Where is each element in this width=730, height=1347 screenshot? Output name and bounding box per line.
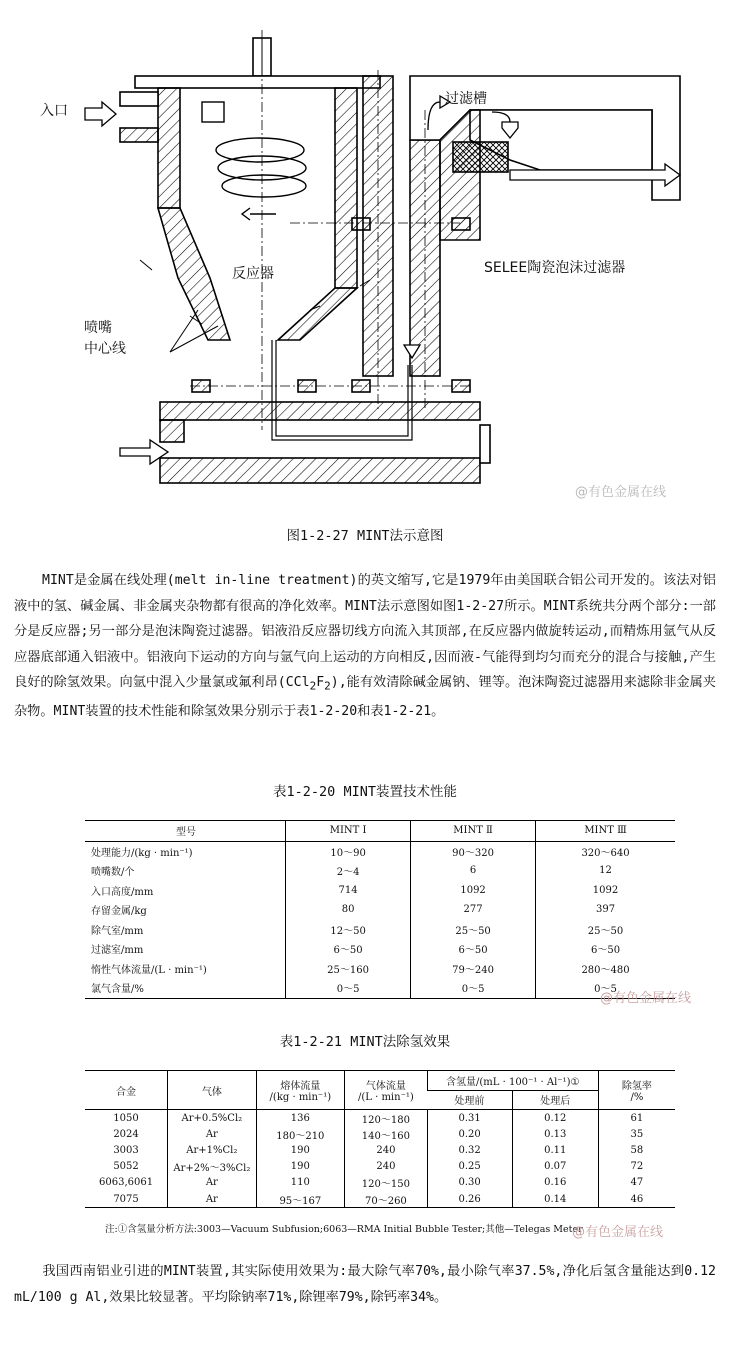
table2-row: [85, 1175, 675, 1191]
table2-cell: 35: [598, 1126, 675, 1142]
table2-header-gas-flow-l1: 气体流量: [365, 1081, 406, 1092]
table1-cell: 6～50: [286, 939, 411, 959]
table1-row: [85, 959, 675, 979]
paragraph-intro-end: ),能有效清除碱金属钠、锂等。泡沫陶瓷过滤器用来滤除非金属夹杂物。MINT装置的技术性能和除氢效果分别示于表1-2-20和表1-2-21。: [14, 675, 716, 720]
table2-cell: 3003: [113, 1144, 139, 1156]
table2-cell: 7075: [85, 1191, 168, 1208]
paragraph-conclusion-text: 我国西南铝业引进的MINT装置,其实际使用效果为:最大除气率70%,最小除气率37.5%,净化后氢含量能达到0.12 mL/100 g Al,效果比较显著。平均除钠率71%,除锂率79%,除钙率34%。: [14, 1264, 716, 1305]
table2-cell: 58: [598, 1142, 675, 1158]
table2-cell: Ar+1%Cl₂: [168, 1142, 257, 1158]
table1-header-cell: MINT Ⅲ: [536, 821, 675, 842]
figure-watermark: @有色金属在线: [575, 485, 667, 500]
table1-cell: 除气室/mm: [91, 925, 144, 937]
table2-row: [85, 1126, 675, 1142]
table2-header-gas-flow: [345, 1071, 428, 1110]
table2-cell: 0.20: [427, 1126, 512, 1142]
table1-row: [85, 861, 675, 881]
table2-row: [85, 1110, 675, 1127]
table1-cell: 25～50: [536, 920, 675, 940]
table2-header-alloy: 合金: [85, 1071, 168, 1110]
table1-caption: 表1-2-20 MINT装置技术性能: [273, 784, 457, 800]
table2-cell: 180～210: [256, 1126, 345, 1142]
table1-cell: 氯气含量/%: [85, 978, 286, 998]
table1-cell: 6～50: [536, 939, 675, 959]
table2-cell: Ar+0.5%Cl₂: [168, 1110, 257, 1127]
label-nozzle-line2: 中心线: [84, 341, 126, 357]
table2-row: [85, 1159, 675, 1175]
table2-row: [85, 1142, 675, 1158]
table1-header-row: [85, 821, 675, 842]
table1-header-cell: MINT Ⅰ: [286, 821, 411, 842]
table1-cell: 90～320: [411, 841, 536, 861]
mint-schematic-figure: [40, 10, 700, 510]
table2-cell: 240: [345, 1142, 428, 1158]
table-mint-hydrogen-removal: [85, 1070, 675, 1208]
table2-header-h-content: 含氢量/(mL · 100⁻¹ · Al⁻¹)①: [427, 1071, 598, 1091]
label-nozzle-line1: 喷嘴: [84, 320, 112, 336]
table1-cell: 10～90: [286, 841, 411, 861]
table2-header-gas: 气体: [168, 1071, 257, 1110]
label-filter-tank: 过滤槽: [445, 91, 487, 107]
formula-sub-2: 2: [324, 679, 331, 693]
table2-cell: 190: [256, 1159, 345, 1175]
table1-row: [85, 978, 675, 998]
table2-cell: 0.31: [427, 1110, 512, 1127]
table1-cell: 6～50: [411, 939, 536, 959]
table2-cell: 140～160: [345, 1126, 428, 1142]
table2-cell: 1050: [113, 1112, 139, 1124]
table1-cell: 处理能力/(kg · min⁻¹): [91, 847, 193, 859]
table2-row: [85, 1191, 675, 1208]
table1-cell: 入口高度/mm: [91, 886, 154, 898]
table2-header-removal-l2: /%: [630, 1092, 644, 1103]
table1-cell: 320～640: [536, 841, 675, 861]
table2-header-melt-flow-l1: 熔体流量: [280, 1081, 321, 1092]
table2-cell: 0.26: [427, 1191, 512, 1208]
table2-cell: Ar: [168, 1175, 257, 1191]
table1-cell: 714: [286, 881, 411, 901]
table2-cell: 2024: [113, 1128, 139, 1140]
table2-watermark: @有色金属在线: [572, 1225, 664, 1240]
table1-header-cell: 型号: [85, 821, 286, 842]
table2-header-removal: [598, 1071, 675, 1110]
table2-cell: 136: [256, 1110, 345, 1127]
table2-cell: 61: [598, 1110, 675, 1127]
table1-cell: 80: [286, 900, 411, 920]
table1-cell: 2～4: [286, 861, 411, 881]
paragraph-intro-text: MINT是金属在线处理(melt in-line treatment)的英文缩写,它是1979年由美国联合铝公司开发的。该法对铝液中的氢、碱金属、非金属夹杂物都有很高的净化效率。MINT法示意图如图1-2-27所示。MINT系统共分两个部分:一部分是反应器;另一部分是泡沫陶瓷过滤器。铝液沿反应器切线方向流入其顶部,在反应器内做旋转运动,而精炼用氩气从反应器底部通入铝液中。铝液向下运动的方向与氩气向上运动的方向相反,因而液-气能得到均匀而充分的混合与接触,产生良好的除氢效果。向氩中混入少量氯或氟利昂(CCl: [14, 573, 716, 690]
label-inlet: 入口: [40, 103, 68, 119]
table2-cell: 0.30: [427, 1175, 512, 1191]
table2-cell: 190: [256, 1142, 345, 1158]
table2-cell: 0.07: [512, 1159, 598, 1175]
table1-row: [85, 920, 675, 940]
table2-cell: 95～167: [256, 1191, 345, 1208]
table2-cell: 110: [256, 1175, 345, 1191]
label-selee-filter: SELEE陶瓷泡沫过滤器: [484, 260, 626, 276]
table2-cell: 0.12: [512, 1110, 598, 1127]
table2-cell: 6063,6061: [99, 1177, 154, 1189]
formula-sub-1: 2: [309, 679, 317, 693]
table2-cell: 0.11: [512, 1142, 598, 1158]
table2-cell: 120～180: [345, 1110, 428, 1127]
table2-header-gas-flow-l2: /(L · min⁻¹): [358, 1092, 414, 1103]
table1-cell: 12: [536, 861, 675, 881]
table1-cell: 0～5: [286, 978, 411, 998]
table1-cell: 25～160: [286, 959, 411, 979]
table2-header-row: [85, 1071, 675, 1091]
table2-cell: 0.16: [512, 1175, 598, 1191]
table2-cell: 70～260: [345, 1191, 428, 1208]
paragraph-intro: [14, 568, 716, 725]
table1-cell: 6: [411, 861, 536, 881]
table1-cell: 79～240: [411, 959, 536, 979]
table2-cell: 72: [598, 1159, 675, 1175]
table1-row: [85, 881, 675, 901]
table1-cell: 25～50: [411, 920, 536, 940]
table2-caption: 表1-2-21 MINT法除氢效果: [279, 1034, 451, 1050]
table2-cell: 0.25: [427, 1159, 512, 1175]
label-reactor: 反应器: [232, 266, 274, 282]
paragraph-conclusion: [14, 1259, 716, 1310]
table2-note: 注:①含氢量分析方法:3003—Vacuum Subfusion;6063—RMA Initial Bubble Tester;其他—Telegas Meter: [105, 1224, 583, 1235]
table2-cell: Ar: [168, 1191, 257, 1208]
table1-cell: 277: [411, 900, 536, 920]
table2-header-removal-l1: 除氢率: [621, 1081, 652, 1092]
table2-cell: Ar: [168, 1126, 257, 1142]
table2-cell: 0.13: [512, 1126, 598, 1142]
formula-f: F: [316, 675, 325, 690]
table2-cell: Ar+2%～3%Cl₂: [168, 1159, 257, 1175]
table2-cell: 0.32: [427, 1142, 512, 1158]
table1-watermark: @有色金属在线: [600, 991, 692, 1006]
table2-cell: 0.14: [512, 1191, 598, 1208]
table1-cell: 喷嘴数/个: [91, 867, 135, 879]
table1-cell: 0～5: [411, 978, 536, 998]
table1-cell: 397: [536, 900, 675, 920]
table1-row: [85, 900, 675, 920]
table1-row: [85, 939, 675, 959]
table2-header-after: 处理后: [512, 1090, 598, 1110]
table2-cell: 47: [598, 1175, 675, 1191]
table2-header-melt-flow: [256, 1071, 345, 1110]
figure-caption: 图1-2-27 MINT法示意图: [286, 528, 444, 544]
table1-cell: 过滤室/mm: [91, 945, 144, 957]
table1-header-cell: MINT Ⅱ: [411, 821, 536, 842]
table2-header-before: 处理前: [427, 1090, 512, 1110]
table2-cell: 120～150: [345, 1175, 428, 1191]
table1-cell: 12～50: [286, 920, 411, 940]
table1-cell: 0～5: [536, 978, 675, 998]
table2-header-melt-flow-l2: /(kg · min⁻¹): [269, 1092, 332, 1103]
table1-row: [85, 841, 675, 861]
table-mint-performance: [85, 820, 675, 999]
table2-cell: 5052: [113, 1161, 139, 1173]
table1-cell: 惰性气体流量/(L · min⁻¹): [91, 964, 207, 976]
table1-cell: 1092: [411, 881, 536, 901]
table1-cell: 存留金属/kg: [91, 906, 147, 918]
table1-cell: 1092: [536, 881, 675, 901]
table2-cell: 240: [345, 1159, 428, 1175]
table1-cell: 280～480: [536, 959, 675, 979]
table2-cell: 46: [598, 1191, 675, 1208]
